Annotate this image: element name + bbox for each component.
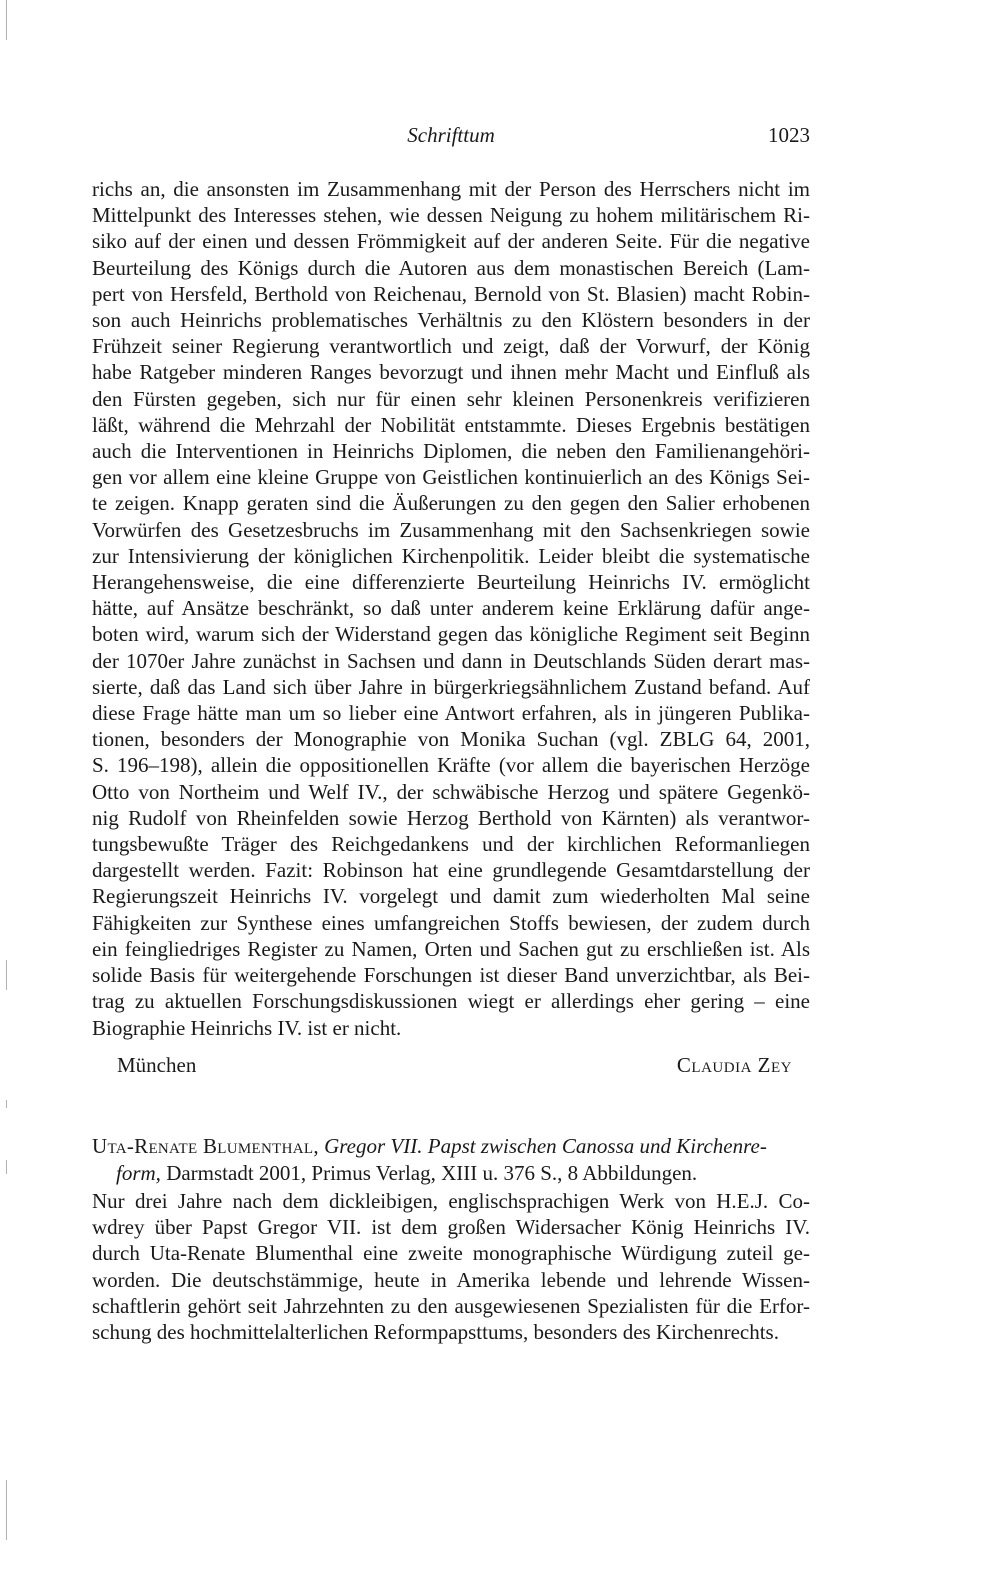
text-line: schung des hochmittelalterlichen Reformpapsttums, besonders des Kirchenrechts.	[92, 1320, 779, 1345]
text-line: Herangehensweise, die eine differenzierte Beurteilung Heinrichs IV. ermöglicht	[92, 570, 810, 595]
text-line: Beurteilung des Königs durch die Autoren aus dem monastischen Bereich (Lam-	[92, 255, 810, 280]
text-line: trag zu aktuellen Forschungsdiskussionen wiegt er allerdings eher gering – eine	[92, 989, 810, 1014]
text-line: nig Rudolf von Rheinfelden sowie Herzog Berthold von Kärnten) als verantwor-	[92, 805, 810, 830]
text-line: auch die Interventionen in Heinrichs Diplomen, die neben den Familienangehöri-	[92, 439, 810, 464]
text-line: ein feingliedriges Register zu Namen, Orten und Sachen gut zu erschließen ist. Als	[92, 936, 810, 961]
text-line: pert von Hersfeld, Berthold von Reichenau, Bernold von St. Blasien) macht Robin-	[92, 281, 810, 306]
text-line: tionen, besonders der Monographie von Monika Suchan (vgl. ZBLG 64, 2001,	[92, 727, 810, 752]
text-line: der 1070er Jahre zunächst in Sachsen und dann in Deutschlands Süden derart mas-	[92, 648, 810, 673]
text-line: zur Intensivierung der königlichen Kirchenpolitik. Leider bleibt die systematische	[92, 543, 810, 568]
text-line: Frühzeit seiner Regierung verantwortlich und zeigt, daß der Vorwurf, der König	[92, 334, 810, 359]
text-line: durch Uta-Renate Blumenthal eine zweite monographische Würdigung zuteil ge-	[92, 1241, 810, 1266]
text-line: Vorwürfen des Gesetzesbruchs im Zusammenhang mit den Sachsenkriegen sowie	[92, 517, 810, 542]
text-line: Biographie Heinrichs IV. ist er nicht.	[92, 1015, 402, 1040]
text-line: solide Basis für weitergehende Forschungen ist dieser Band unverzichtbar, als Bei-	[92, 963, 810, 988]
book-title: Gregor VII. Papst zwischen Canossa und Kirchenre-	[324, 1134, 767, 1158]
review-body-continued	[92, 176, 810, 1041]
text-line: den Fürsten gegeben, sich nur für einen sehr kleinen Personenkreis verifizieren	[92, 386, 810, 411]
text-line: richs an, die ansonsten im Zusammenhang mit der Person des Herrschers nicht im	[92, 177, 810, 201]
book-author: Uta-Renate Blumenthal,	[92, 1134, 319, 1158]
text-line: boten wird, warum sich der Widerstand gegen das königliche Regiment seit Beginn	[92, 622, 810, 647]
text-line: worden. Die deutschstämmige, heute in Amerika lebende und lehrende Wissen-	[92, 1267, 810, 1292]
text-line: läßt, während die Mehrzahl der Nobilität entstammte. Dieses Ergebnis bestätigen	[92, 412, 810, 437]
text-line: tungsbewußte Träger des Reichgedankens und der kirchlichen Reformanliegen	[92, 832, 810, 857]
review-heading-line-2	[92, 1160, 810, 1187]
text-line: son auch Heinrichs problematisches Verhältnis zu den Klöstern besonders in der	[92, 308, 810, 333]
text-line: habe Ratgeber minderen Ranges bevorzugt und ihnen mehr Macht und Einfluß als	[92, 360, 810, 385]
reviewer-name: Claudia Zey	[676, 1053, 792, 1077]
text-line: diese Frage hätte man um so lieber eine Antwort erfahren, als in jüngeren Publika-	[92, 701, 810, 726]
review-body-new	[92, 1188, 810, 1345]
running-head	[92, 123, 810, 153]
text-line: gen vor allem eine kleine Gruppe von Geistlichen kontinuierlich an des Königs Sei-	[92, 465, 810, 490]
text-line: hätte, auf Ansätze beschränkt, so daß unter anderem keine Erklärung dafür ange-	[92, 596, 810, 621]
book-title-continued: form,	[116, 1161, 161, 1185]
text-line: Nur drei Jahre nach dem dickleibigen, englischsprachigen Werk von H.E.J. Co-	[92, 1189, 810, 1213]
text-line: Regierungszeit Heinrichs IV. vorgelegt und damit zum wiederholten Mal seine	[92, 884, 810, 909]
running-title: Schrifttum	[407, 123, 495, 147]
text-line: Fähigkeiten zur Synthese eines umfangreichen Stoffs bewiesen, der zudem durch	[92, 910, 810, 935]
page-number: 1023	[768, 123, 810, 147]
text-line: dargestellt werden. Fazit: Robinson hat eine grundlegende Gesamtdarstellung der	[92, 858, 810, 883]
text-line: Mittelpunkt des Interesses stehen, wie dessen Neigung zu hohem militärischem Ri-	[92, 203, 810, 228]
publication-details: Darmstadt 2001, Primus Verlag, XIII u. 376 S., 8 Abbildungen.	[166, 1161, 698, 1185]
text-line: sierte, daß das Land sich über Jahre in bürgerkriegsähnlichem Zustand befand. Auf	[92, 674, 810, 699]
text-line: schaftlerin gehört seit Jahrzehnten zu den ausgewiesenen Spezialisten für die Erfor-	[92, 1293, 810, 1318]
text-line: wdrey über Papst Gregor VII. ist dem großen Widersacher König Heinrichs IV.	[92, 1215, 810, 1240]
review-heading	[92, 1133, 810, 1187]
scan-margin-marks	[6, 0, 12, 1570]
review-heading-line-1	[92, 1133, 810, 1160]
text-line: Otto von Northeim und Welf IV., der schwäbische Herzog und spätere Gegenkö-	[92, 779, 810, 804]
signature-place: München	[117, 1053, 197, 1077]
text-line: te zeigen. Knapp geraten sind die Äußerungen zu den gegen den Salier erhobenen	[92, 491, 810, 516]
text-line: S. 196–198), allein die oppositionellen Kräfte (vor allem die bayerischen Herzöge	[92, 753, 810, 778]
text-line: siko auf der einen und dessen Frömmigkeit auf der anderen Seite. Für die negative	[92, 229, 810, 254]
